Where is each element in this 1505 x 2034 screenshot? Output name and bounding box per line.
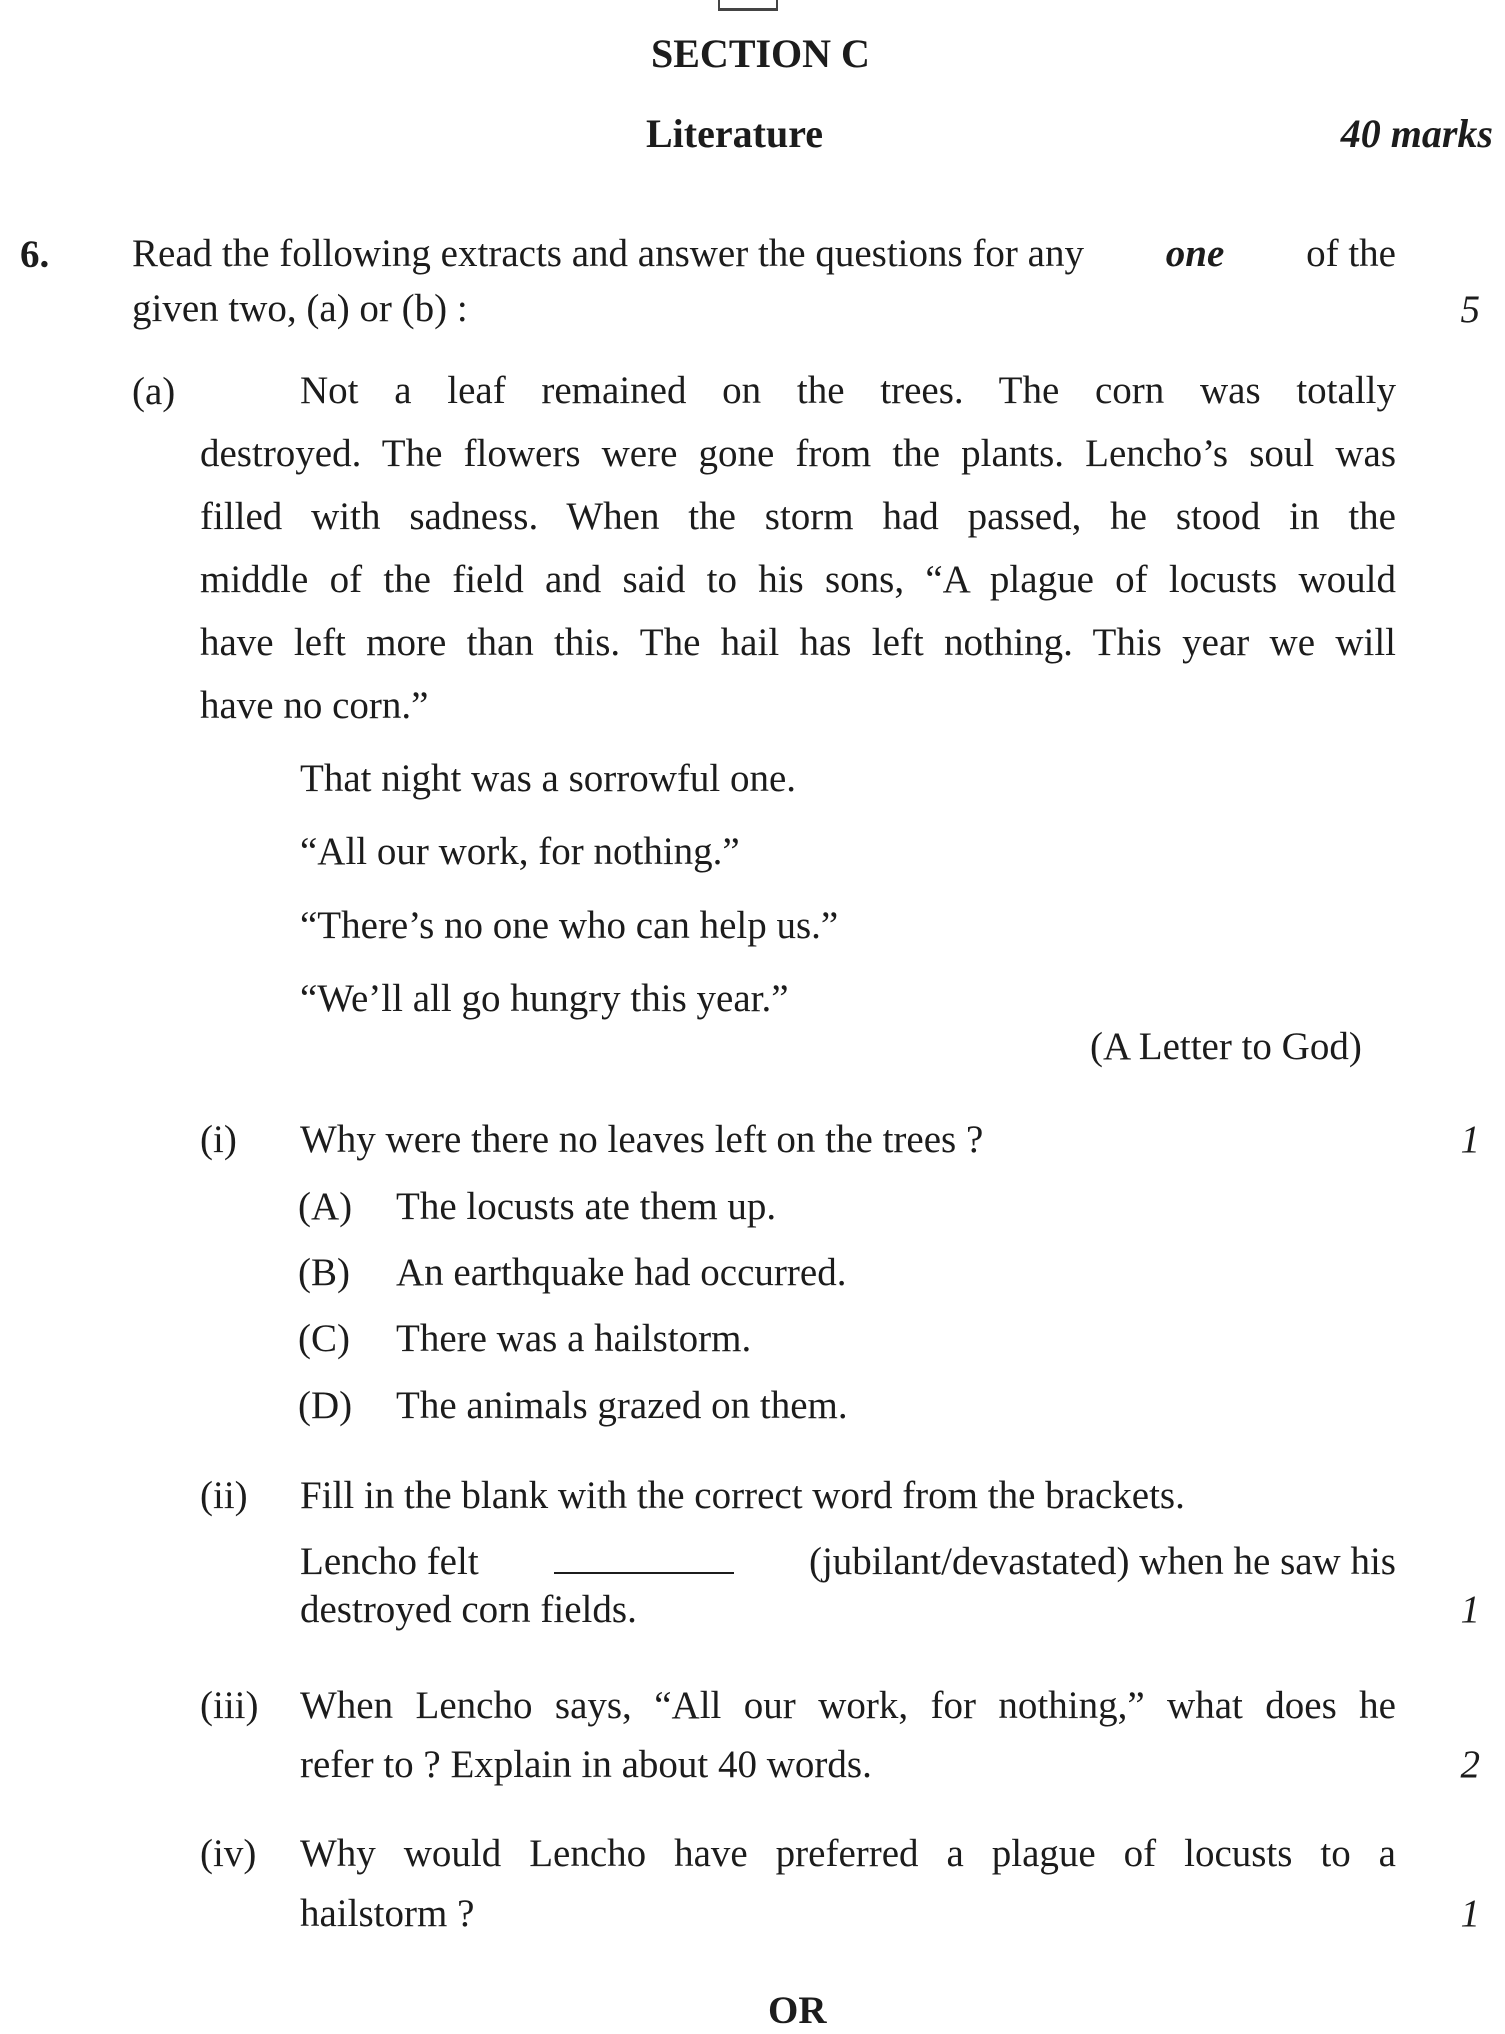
extract-line-5: have left more than this. The hail has left nothing. This year we will [200,621,1396,664]
q2-fill-line [300,1539,1396,1584]
q3-line1: When Lencho says, “All our work, for nothing,” what does he [300,1684,1396,1727]
extract-label: (a) [132,370,176,413]
q2-marks: 1 [1460,1588,1480,1631]
dialogue-line-2: “All our work, for nothing.” [300,830,740,873]
q1-number: (i) [200,1118,237,1161]
extract-source: (A Letter to God) [1090,1025,1362,1068]
q1-option-a-text: The locusts ate them up. [396,1185,777,1228]
q1-text: Why were there no leaves left on the trees ? [300,1118,984,1161]
dialogue-line-1: That night was a sorrowful one. [300,757,797,800]
dialogue-line-3: “There’s no one who can help us.” [300,904,839,947]
intro-text-post: of the [1306,232,1396,275]
question-number: 6. [20,233,50,276]
q2-blank [554,1542,734,1574]
q2-line2: destroyed corn fields. [300,1588,637,1631]
extract-line-1: Not a leaf remained on the trees. The corn was totally [300,369,1396,412]
q1-option-c-text: There was a hailstorm. [396,1317,752,1360]
question-marks: 5 [1460,288,1480,331]
q3-number: (iii) [200,1684,259,1727]
total-marks: 40 marks [1340,111,1493,156]
section-heading: SECTION C [651,31,870,76]
q4-line2: hailstorm ? [300,1892,475,1935]
or-separator: OR [768,1989,827,2032]
intro-emphasis: one [1165,232,1225,275]
dialogue-line-4: “We’ll all go hungry this year.” [300,977,789,1020]
extract-line-4: middle of the field and said to his sons, “A plague of locusts would [200,558,1396,601]
q3-line2: refer to ? Explain in about 40 words. [300,1743,872,1786]
q4-marks: 1 [1460,1892,1480,1935]
q1-option-b-label: (B) [298,1251,350,1294]
q2-number: (ii) [200,1474,248,1517]
q1-option-b-text: An earthquake had occurred. [396,1251,847,1294]
q2-fill-post: (jubilant/devastated) when he saw his [808,1540,1396,1583]
q2-text: Fill in the blank with the correct word from the brackets. [300,1474,1185,1517]
page-top-mark [718,0,778,11]
q1-option-c-label: (C) [298,1317,350,1360]
extract-line-2: destroyed. The flowers were gone from the plants. Lencho’s soul was [200,432,1396,475]
subject-heading: Literature [646,111,823,156]
extract-line-6: have no corn.” [200,684,429,727]
question-intro-line2: given two, (a) or (b) : [132,287,468,330]
q3-marks: 2 [1460,1743,1480,1786]
q1-option-d-label: (D) [298,1384,353,1427]
q2-fill-pre: Lencho felt [300,1540,479,1583]
q1-option-d-text: The animals grazed on them. [396,1384,848,1427]
q1-marks: 1 [1460,1118,1480,1161]
intro-text-pre: Read the following extracts and answer the questions for any [132,232,1084,275]
q1-option-a-label: (A) [298,1185,353,1228]
q4-line1: Why would Lencho have preferred a plague of locusts to a [300,1832,1396,1875]
extract-line-3: filled with sadness. When the storm had passed, he stood in the [200,495,1396,538]
q4-number: (iv) [200,1832,257,1875]
question-intro-line1 [132,230,1396,278]
